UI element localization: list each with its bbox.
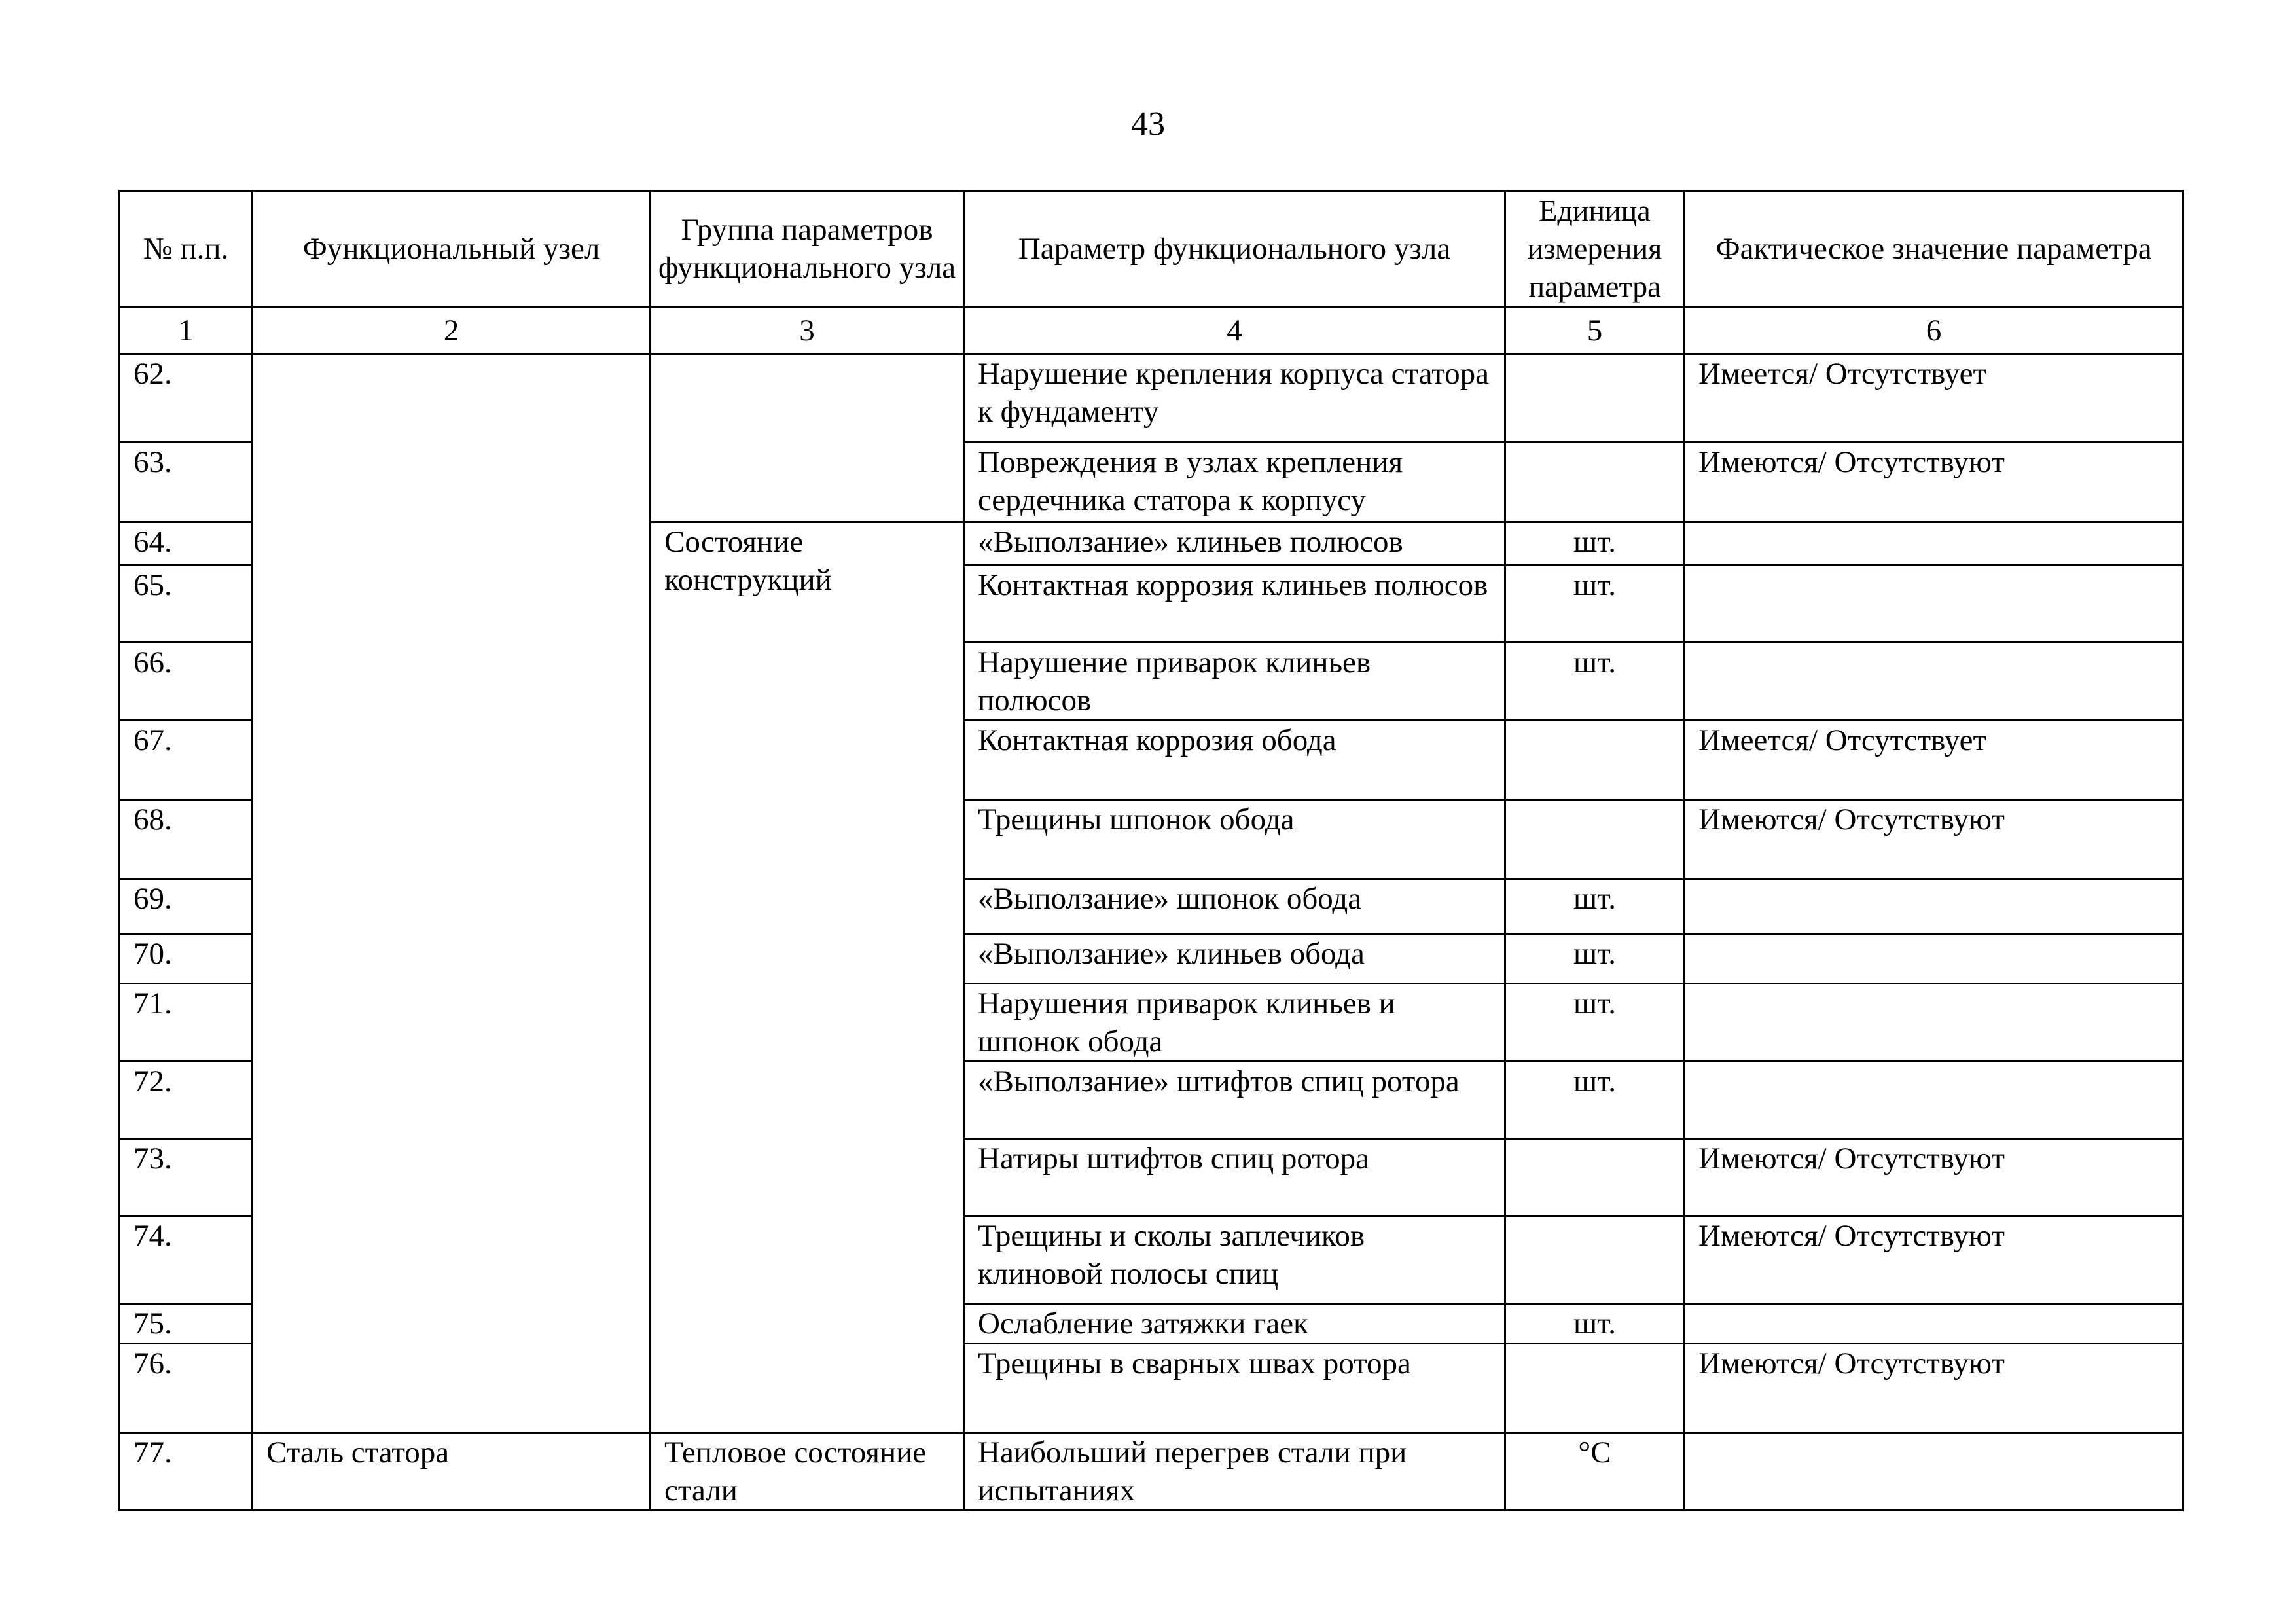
page-number: 43 <box>1131 105 1165 143</box>
row-number: 74. <box>120 1216 253 1304</box>
unit-cell <box>1505 442 1685 522</box>
header-actual-value: Фактическое значение параметра <box>1685 191 2183 307</box>
unit-cell: шт. <box>1505 1062 1685 1139</box>
unit-cell: шт. <box>1505 1304 1685 1344</box>
header-parameter: Параметр функционального узла <box>964 191 1505 307</box>
parameter-group-cell <box>651 354 964 522</box>
parameter-cell: Трещины в сварных швах ротора <box>964 1344 1505 1433</box>
row-number: 66. <box>120 643 253 721</box>
row-number: 77. <box>120 1433 253 1511</box>
header-unit: Единица измерения параметра <box>1505 191 1685 307</box>
unit-cell: шт. <box>1505 934 1685 984</box>
unit-cell: °C <box>1505 1433 1685 1511</box>
actual-value-cell: Имеются/ Отсутствуют <box>1685 1139 2183 1216</box>
parameter-cell: Нарушение приварок клиньев полюсов <box>964 643 1505 721</box>
column-number-row <box>120 307 2183 354</box>
parameter-group-cell: Тепловое состояние стали <box>651 1433 964 1511</box>
unit-cell <box>1505 354 1685 442</box>
actual-value-cell <box>1685 879 2183 934</box>
actual-value-cell <box>1685 984 2183 1062</box>
parameter-cell: Ослабление затяжки гаек <box>964 1304 1505 1344</box>
parameter-cell: «Выползание» шпонок обода <box>964 879 1505 934</box>
actual-value-cell: Имеется/ Отсутствует <box>1685 354 2183 442</box>
unit-cell: шт. <box>1505 566 1685 643</box>
header-parameter-group: Группа параметров функционального узла <box>651 191 964 307</box>
row-number: 65. <box>120 566 253 643</box>
header-row <box>120 191 2183 307</box>
unit-cell <box>1505 1139 1685 1216</box>
actual-value-cell <box>1685 1062 2183 1139</box>
row-number: 72. <box>120 1062 253 1139</box>
actual-value-cell <box>1685 566 2183 643</box>
functional-node-cell <box>253 354 651 1433</box>
actual-value-cell: Имеется/ Отсутствует <box>1685 721 2183 800</box>
row-number: 64. <box>120 522 253 566</box>
table-row <box>120 1433 2183 1511</box>
unit-cell: шт. <box>1505 522 1685 566</box>
unit-cell: шт. <box>1505 643 1685 721</box>
column-number: 4 <box>964 307 1505 354</box>
row-number: 76. <box>120 1344 253 1433</box>
parameter-cell: Контактная коррозия обода <box>964 721 1505 800</box>
parameter-cell: «Выползание» клиньев обода <box>964 934 1505 984</box>
actual-value-cell <box>1685 1304 2183 1344</box>
actual-value-cell <box>1685 934 2183 984</box>
row-number: 73. <box>120 1139 253 1216</box>
column-number: 3 <box>651 307 964 354</box>
functional-node-cell: Сталь статора <box>253 1433 651 1511</box>
unit-cell <box>1505 800 1685 879</box>
parameter-cell: «Выползание» штифтов спиц ротора <box>964 1062 1505 1139</box>
header-number: № п.п. <box>120 191 253 307</box>
actual-value-cell: Имеются/ Отсутствуют <box>1685 442 2183 522</box>
actual-value-cell: Имеются/ Отсутствуют <box>1685 1216 2183 1304</box>
row-number: 62. <box>120 354 253 442</box>
parameter-cell: Трещины шпонок обода <box>964 800 1505 879</box>
column-number: 1 <box>120 307 253 354</box>
actual-value-cell <box>1685 522 2183 566</box>
row-number: 63. <box>120 442 253 522</box>
parameter-cell: Натиры штифтов спиц ротора <box>964 1139 1505 1216</box>
parameter-cell: Нарушения приварок клиньев и шпонок обода <box>964 984 1505 1062</box>
row-number: 67. <box>120 721 253 800</box>
unit-cell <box>1505 1344 1685 1433</box>
parameter-cell: Контактная коррозия клиньев полюсов <box>964 566 1505 643</box>
unit-cell <box>1505 1216 1685 1304</box>
column-number: 5 <box>1505 307 1685 354</box>
row-number: 69. <box>120 879 253 934</box>
parameter-cell: «Выползание» клиньев полюсов <box>964 522 1505 566</box>
parameter-cell: Наибольший перегрев стали при испытаниях <box>964 1433 1505 1511</box>
parameters-table <box>118 190 2184 1511</box>
unit-cell: шт. <box>1505 984 1685 1062</box>
unit-cell: шт. <box>1505 879 1685 934</box>
actual-value-cell <box>1685 643 2183 721</box>
row-number: 71. <box>120 984 253 1062</box>
column-number: 6 <box>1685 307 2183 354</box>
parameter-group-cell: Состояние конструкций <box>651 522 964 1433</box>
table-row <box>120 354 2183 442</box>
actual-value-cell: Имеются/ Отсутствуют <box>1685 800 2183 879</box>
unit-cell <box>1505 721 1685 800</box>
parameter-cell: Нарушение крепления корпуса статора к фундаменту <box>964 354 1505 442</box>
column-number: 2 <box>253 307 651 354</box>
actual-value-cell: Имеются/ Отсутствуют <box>1685 1344 2183 1433</box>
header-functional-node: Функциональный узел <box>253 191 651 307</box>
parameter-cell: Трещины и сколы заплечиков клиновой полосы спиц <box>964 1216 1505 1304</box>
actual-value-cell <box>1685 1433 2183 1511</box>
parameter-cell: Повреждения в узлах крепления сердечника статора к корпусу <box>964 442 1505 522</box>
row-number: 70. <box>120 934 253 984</box>
row-number: 75. <box>120 1304 253 1344</box>
row-number: 68. <box>120 800 253 879</box>
